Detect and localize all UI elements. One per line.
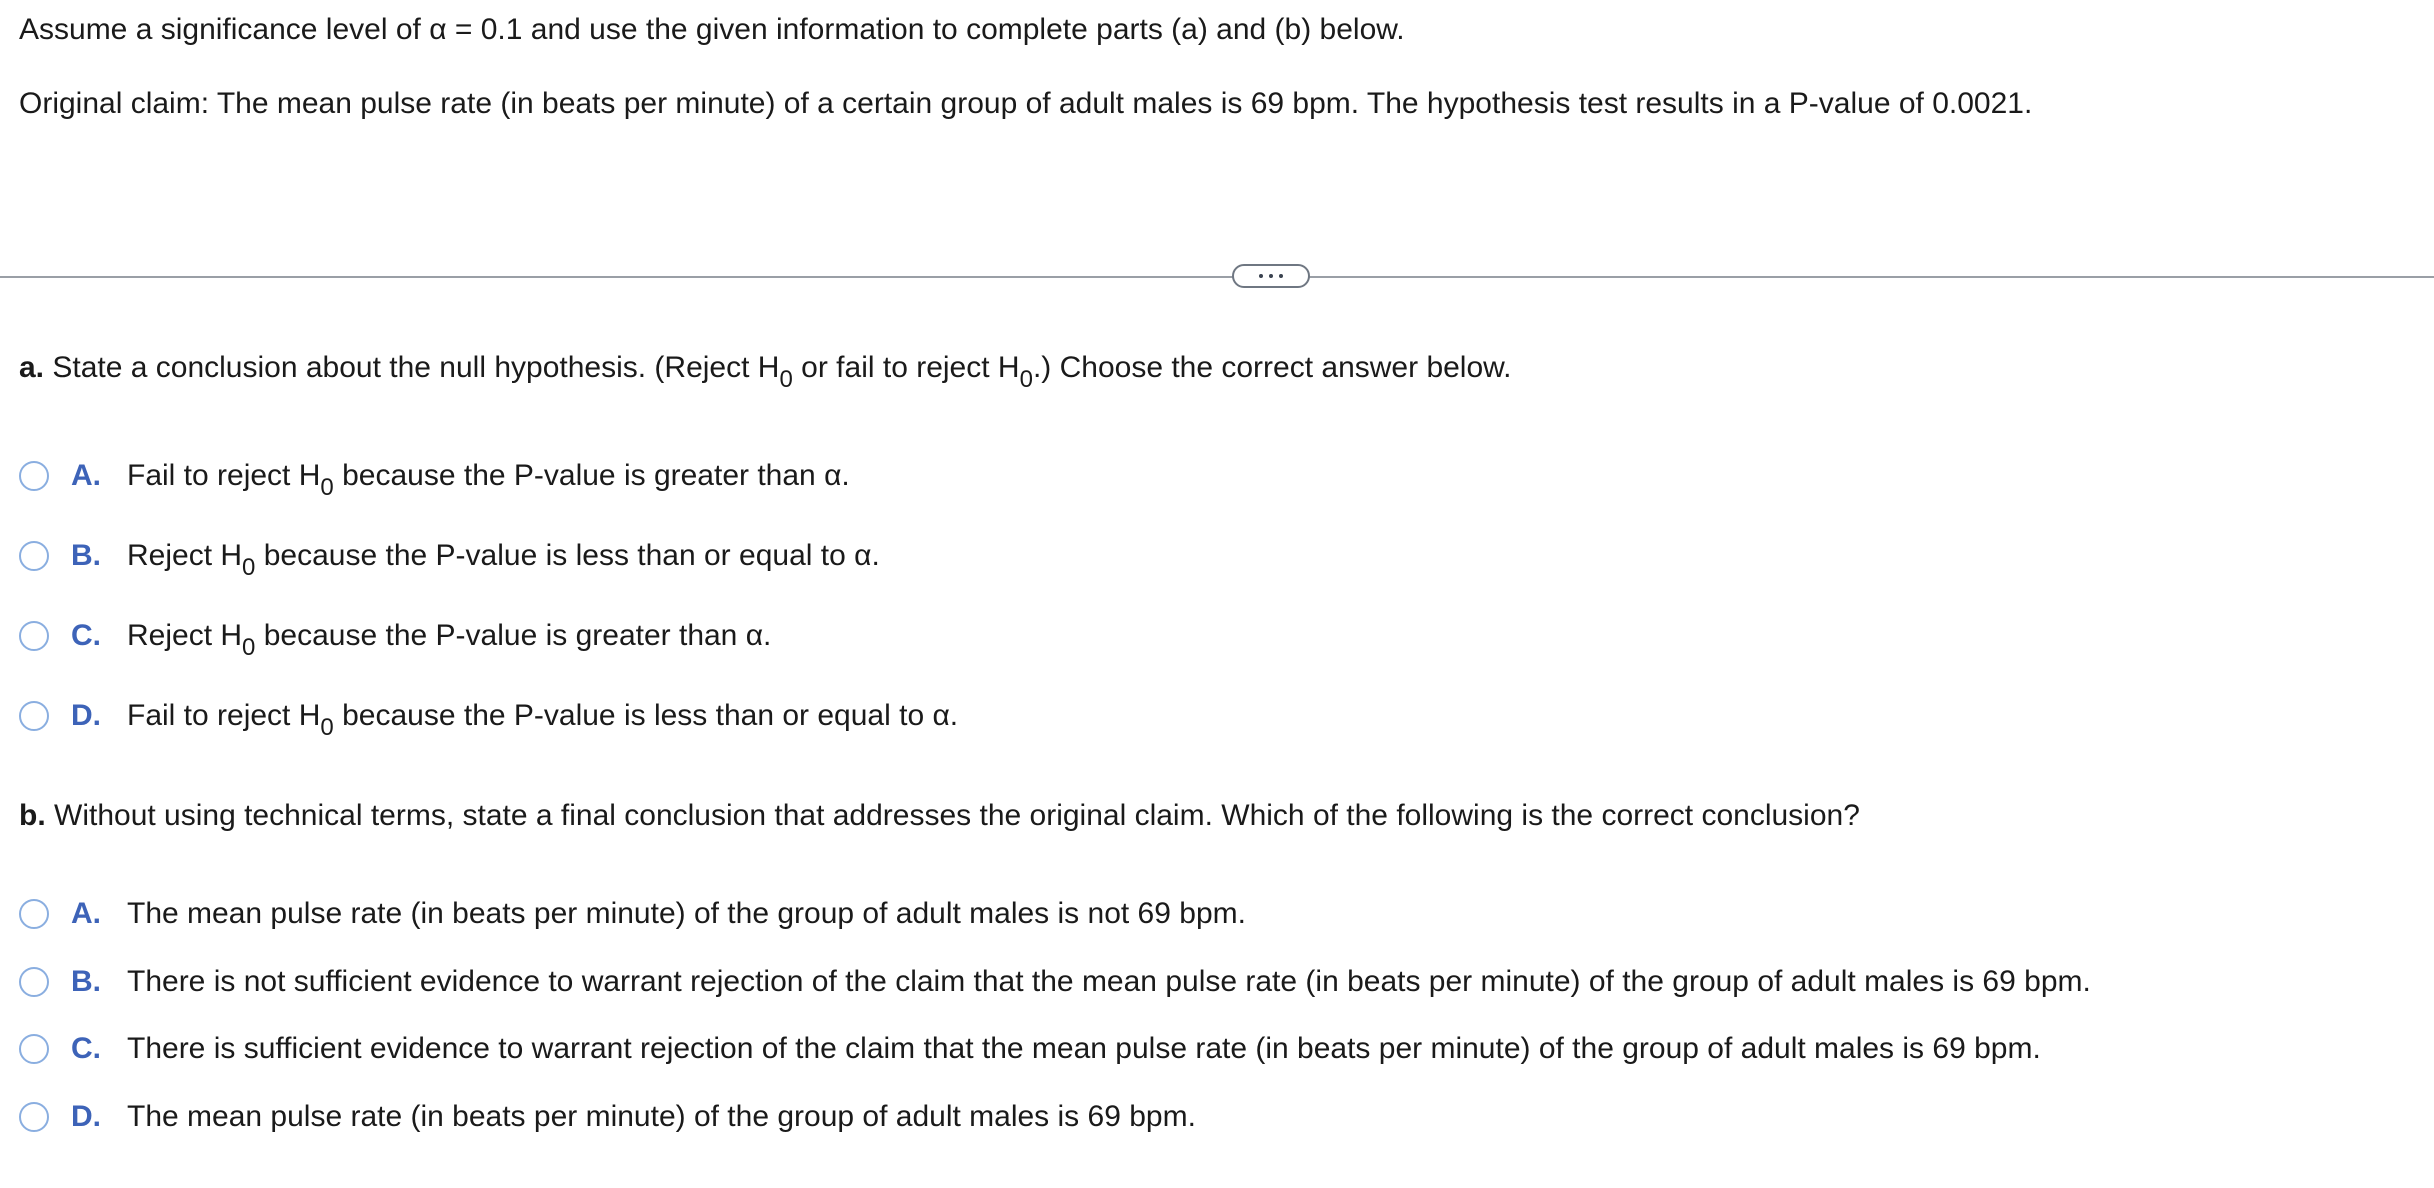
dot-icon [1259,274,1263,278]
radio-button[interactable] [19,1034,49,1064]
dot-icon [1269,274,1273,278]
radio-button[interactable] [19,967,49,997]
radio-button[interactable] [19,621,49,651]
option-text-pre: Reject [127,619,221,652]
instruction-text-end: and use the given information to complete parts (a) and (b) below. [522,13,1405,46]
part-a-prompt-text: .) Choose the correct answer below. [1032,351,1512,384]
significance-instruction [19,12,1405,48]
h-letter: H [220,619,243,652]
part-b-prompt-text: Without using technical terms, state a final conclusion that addresses the original claim. Which of the following is the correct conclusion? [45,799,1860,832]
h-subscript: 0 [242,554,256,581]
option-text: There is not sufficient evidence to warrant rejection of the claim that the mean pulse rate (in beats per minute) of the group of adult males is 69 bpm. [127,965,2091,998]
option-letter: C. [71,619,101,652]
h0-symbol [298,459,334,501]
part-a-prompt [19,350,1512,393]
option-text: There is sufficient evidence to warrant rejection of the claim that the mean pulse rate (in beats per minute) of the group of adult males is 69 bpm. [127,1032,2041,1065]
h-subscript: 0 [242,634,256,661]
section-divider [0,276,2434,278]
option-text [127,698,959,741]
h0-symbol [757,351,793,393]
option-letter: B. [71,965,101,998]
option-text-post: because the P-value is less than or equal to α. [333,699,959,732]
h-letter: H [220,539,243,572]
part-a-option-b[interactable] [19,538,880,581]
h-subscript: 0 [320,474,334,501]
expand-more-button[interactable] [1232,264,1310,288]
option-letter: B. [71,539,101,572]
option-text [127,458,850,501]
option-text-pre: Reject [127,539,221,572]
h-subscript: 0 [320,714,334,741]
option-text: The mean pulse rate (in beats per minute) of the group of adult males is not 69 bpm. [127,897,1246,930]
radio-button[interactable] [19,701,49,731]
h-subscript: 0 [779,366,793,393]
part-b-option-b[interactable] [19,964,2091,1000]
option-letter: C. [71,1032,101,1065]
option-letter: A. [71,897,101,930]
option-letter: A. [71,459,101,492]
radio-button[interactable] [19,461,49,491]
option-text-post: because the P-value is greater than α. [255,619,772,652]
radio-button[interactable] [19,1102,49,1132]
option-letter: D. [71,1100,101,1133]
option-text-post: because the P-value is less than or equal to α. [255,539,880,572]
h0-symbol [997,351,1033,393]
radio-button[interactable] [19,541,49,571]
dot-icon [1279,274,1283,278]
h0-symbol [298,699,334,741]
alpha-value: = 0.1 [446,13,523,46]
option-text: The mean pulse rate (in beats per minute) of the group of adult males is 69 bpm. [127,1100,1196,1133]
alpha-symbol: α [429,13,447,46]
part-b-option-d[interactable] [19,1099,1196,1135]
option-text [127,618,772,661]
h0-symbol [220,619,256,661]
instruction-text: Assume a significance level of [19,13,430,46]
h-letter: H [757,351,780,384]
part-a-label: a. [19,351,45,384]
option-text [127,538,880,581]
part-a-option-c[interactable] [19,618,772,661]
h-letter: H [298,459,321,492]
part-b-option-c[interactable] [19,1031,2041,1067]
radio-button[interactable] [19,899,49,929]
h0-symbol [220,539,256,581]
option-text-post: because the P-value is greater than α. [333,459,850,492]
option-letter: D. [71,699,101,732]
part-b-label: b. [19,799,46,832]
original-claim: Original claim: The mean pulse rate (in beats per minute) of a certain group of adult males is 69 bpm. The hypothesis test results in a P-value of 0.0021. [19,87,2033,120]
part-a-prompt-text: or fail to reject [792,351,998,384]
part-a-prompt-text: State a conclusion about the null hypothesis. (Reject [44,351,758,384]
part-a-option-d[interactable] [19,698,959,741]
part-b-prompt [19,798,1860,834]
h-letter: H [298,699,321,732]
h-subscript: 0 [1019,366,1033,393]
part-a-option-a[interactable] [19,458,850,501]
option-text-pre: Fail to reject [127,459,299,492]
part-b-option-a[interactable] [19,896,1246,932]
option-text-pre: Fail to reject [127,699,299,732]
h-letter: H [997,351,1020,384]
